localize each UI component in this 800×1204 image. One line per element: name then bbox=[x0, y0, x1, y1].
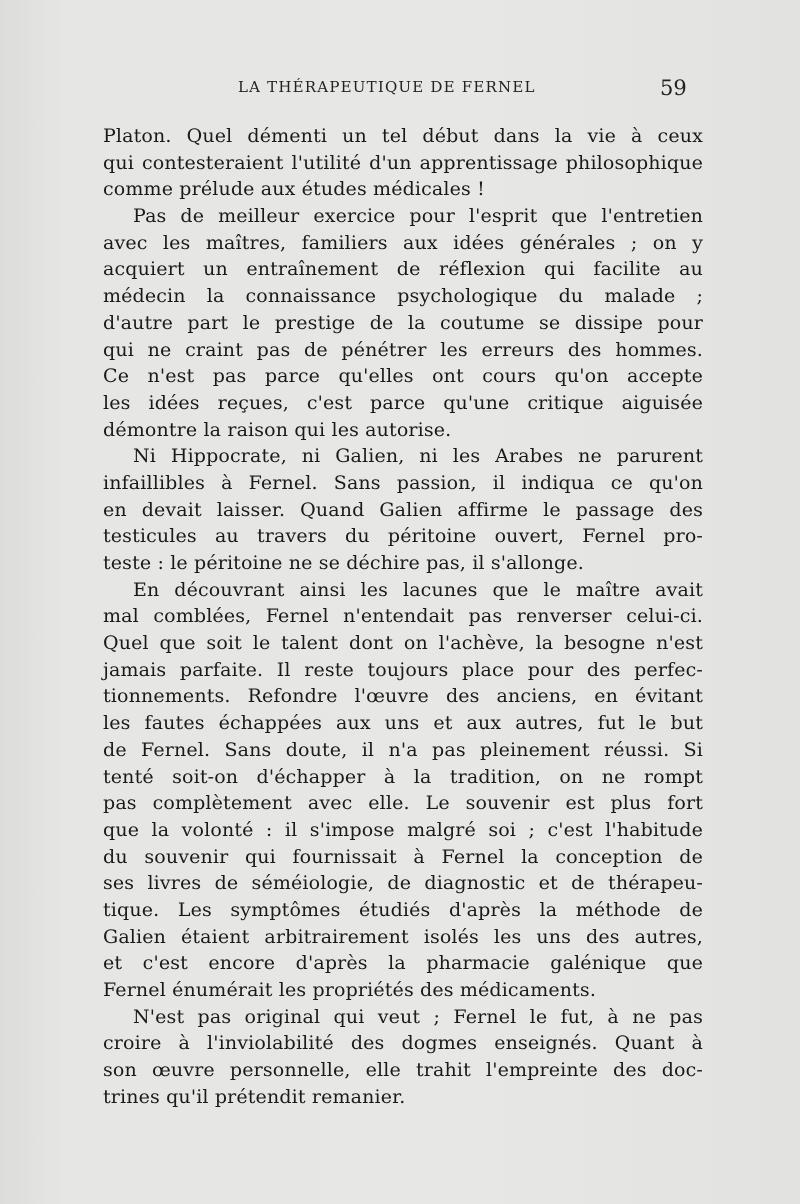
text-line: ses livres de séméiologie, de diagnostic et de thérapeu- bbox=[103, 872, 703, 895]
text-line: N'est pas original qui veut ; Fernel le fut, à ne pas bbox=[133, 1005, 703, 1028]
text-line: mal comblées, Fernel n'entendait pas renverser celui-ci. bbox=[103, 605, 703, 628]
text-line: tenté soit-on d'échapper à la tradition, on ne rompt bbox=[103, 765, 703, 788]
text-line: de Fernel. Sans doute, il n'a pas pleinement réussi. Si bbox=[103, 738, 703, 761]
body-text bbox=[103, 123, 703, 1110]
text-line: les fautes échappées aux uns et aux autres, fut le but bbox=[103, 712, 703, 735]
text-line: trines qu'il prétendit remanier. bbox=[103, 1085, 406, 1108]
text-line: d'autre part le prestige de la coutume se dissipe pour bbox=[103, 311, 703, 334]
text-line: Galien étaient arbitrairement isolés les uns des autres, bbox=[103, 925, 703, 948]
text-line: Ce n'est pas parce qu'elles ont cours qu'on accepte bbox=[103, 365, 703, 388]
text-line: testicules au travers du péritoine ouvert, Fernel pro- bbox=[103, 525, 703, 548]
page-number: 59 bbox=[660, 76, 687, 100]
text-line: teste : le péritoine ne se déchire pas, il s'allonge. bbox=[103, 552, 584, 574]
text-line: pas complètement avec elle. Le souvenir est plus fort bbox=[103, 792, 703, 815]
text-line: tionnements. Refondre l'œuvre des anciens, en évitant bbox=[103, 685, 703, 708]
text-line: médecin la connaissance psychologique du malade ; bbox=[103, 285, 703, 308]
text-line: Pas de meilleur exercice pour l'esprit que l'entretien bbox=[133, 205, 703, 228]
text-line: en devait laisser. Quand Galien affirme le passage des bbox=[103, 498, 703, 521]
text-line: croire à l'inviolabilité des dogmes enseignés. Quant à bbox=[103, 1032, 703, 1055]
text-line: son œuvre personnelle, elle trahit l'empreinte des doc- bbox=[103, 1059, 703, 1082]
text-line: jamais parfaite. Il reste toujours place pour des perfec- bbox=[103, 658, 703, 681]
text-line: infaillibles à Fernel. Sans passion, il indiqua ce qu'on bbox=[103, 471, 703, 494]
text-line: avec les maîtres, familiers aux idées générales ; on y bbox=[103, 231, 703, 254]
page-header bbox=[0, 70, 800, 110]
text-line: acquiert un entraînement de réflexion qui facilite au bbox=[103, 258, 703, 281]
text-line: les idées reçues, c'est parce qu'une critique aiguisée bbox=[103, 391, 703, 414]
text-line: comme prélude aux études médicales ! bbox=[103, 178, 485, 201]
text-line: Platon. Quel démenti un tel début dans la vie à ceux bbox=[103, 125, 703, 147]
text-line: tique. Les symptômes étudiés d'après la méthode de bbox=[103, 898, 703, 921]
text-line: qui contesteraient l'utilité d'un apprentissage philosophique bbox=[103, 151, 703, 174]
text-line: Quel que soit le talent dont on l'achève, la besogne n'est bbox=[103, 632, 703, 655]
running-title: LA THÉRAPEUTIQUE DE FERNEL bbox=[238, 78, 536, 96]
text-line: qui ne craint pas de pénétrer les erreurs des hommes. bbox=[103, 338, 703, 361]
text-line: démontre la raison qui les autorise. bbox=[103, 418, 452, 441]
text-line: que la volonté : il s'impose malgré soi ; c'est l'habitude bbox=[103, 818, 703, 841]
text-line: Fernel énumérait les propriétés des médicaments. bbox=[103, 979, 597, 1001]
text-line: et c'est encore d'après la pharmacie galénique que bbox=[103, 952, 703, 975]
text-line: En découvrant ainsi les lacunes que le maître avait bbox=[133, 578, 703, 601]
text-line: Ni Hippocrate, ni Galien, ni les Arabes ne parurent bbox=[133, 445, 703, 468]
text-line: du souvenir qui fournissait à Fernel la conception de bbox=[103, 845, 703, 868]
